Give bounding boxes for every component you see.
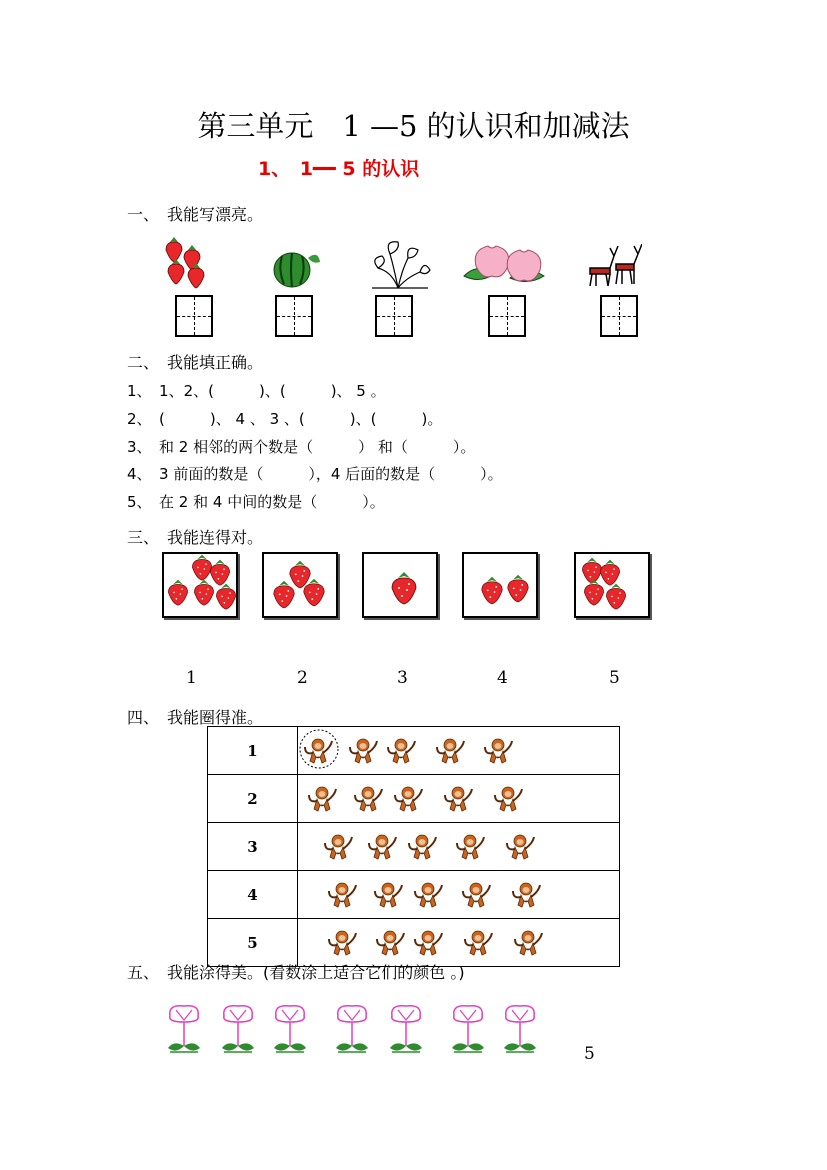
- match-number-3[interactable]: 3: [397, 668, 408, 688]
- monkeys-icon: [298, 823, 619, 866]
- table-row: [208, 727, 620, 775]
- section-3-heading: 三、 我能连得对。: [127, 528, 264, 547]
- strawberries-icon: [264, 554, 336, 616]
- writing-grid[interactable]: [375, 295, 413, 337]
- section-4-heading: 四、 我能圈得准。: [127, 708, 264, 727]
- monkeys-icon: [298, 775, 619, 818]
- strawberry-icon: [364, 554, 436, 616]
- strawberry-box[interactable]: [462, 552, 538, 618]
- table-row: [208, 775, 620, 823]
- page-title: 第三单元 1 —5 的认识和加减法: [197, 109, 630, 143]
- deer-icon: [582, 240, 642, 290]
- writing-grid[interactable]: [175, 295, 213, 337]
- section-1-heading: 一、 我能写漂亮。: [127, 205, 264, 224]
- fill-line-3: 3、 和 2 相邻的两个数是（ ） 和（ ）。: [127, 438, 476, 456]
- row-number: 3: [208, 823, 298, 871]
- fill-line-2: 2、 ( )、 4 、 3 、( )、( )。: [127, 410, 443, 428]
- match-number-2[interactable]: 2: [297, 668, 308, 688]
- peaches-icon: [460, 236, 546, 290]
- table-row: [208, 871, 620, 919]
- flowers-icon: [368, 238, 432, 290]
- strawberry-box[interactable]: [162, 552, 238, 618]
- strawberry-box[interactable]: [262, 552, 338, 618]
- strawberry-box[interactable]: [362, 552, 438, 618]
- section-2-heading: 二、 我能填正确。: [127, 353, 264, 372]
- match-number-4[interactable]: 4: [497, 668, 508, 688]
- monkey-cell[interactable]: [298, 727, 620, 775]
- row-number: 4: [208, 871, 298, 919]
- monkey-cell[interactable]: [298, 775, 620, 823]
- match-number-5[interactable]: 5: [609, 668, 620, 688]
- strawberries-icon: [160, 236, 210, 292]
- fill-line-5: 5、 在 2 和 4 中间的数是（ ）。: [127, 493, 385, 511]
- fill-line-4: 4、 3 前面的数是（ ），4 后面的数是（ ）。: [127, 465, 503, 483]
- table-row: [208, 823, 620, 871]
- monkeys-icon: [298, 727, 619, 770]
- strawberries-icon: [464, 554, 536, 616]
- monkey-cell[interactable]: [298, 871, 620, 919]
- section-5-heading: 五、 我能涂得美。(看数涂上适合它们的颜色 。): [127, 963, 465, 982]
- strawberry-box[interactable]: [574, 552, 650, 618]
- monkey-cell[interactable]: [298, 823, 620, 871]
- writing-grid[interactable]: [600, 295, 638, 337]
- strawberries-icon: [576, 554, 648, 616]
- fill-line-1: 1、 1、2、( )、( )、 5 。: [127, 382, 386, 400]
- monkeys-icon: [298, 919, 619, 962]
- flowers-icon: [160, 998, 550, 1064]
- row-number: 2: [208, 775, 298, 823]
- writing-grid[interactable]: [275, 295, 313, 337]
- row-number: 5: [208, 919, 298, 967]
- writing-grid[interactable]: [488, 295, 526, 337]
- monkey-table: [207, 726, 620, 967]
- monkeys-icon: [298, 871, 619, 914]
- lesson-subtitle: 1、 1━━ 5 的认识: [258, 158, 420, 180]
- watermelon-icon: [270, 246, 322, 290]
- row-number: 1: [208, 727, 298, 775]
- page-number: 5: [584, 1044, 595, 1064]
- match-number-1[interactable]: 1: [186, 668, 197, 688]
- strawberries-icon: [164, 554, 236, 616]
